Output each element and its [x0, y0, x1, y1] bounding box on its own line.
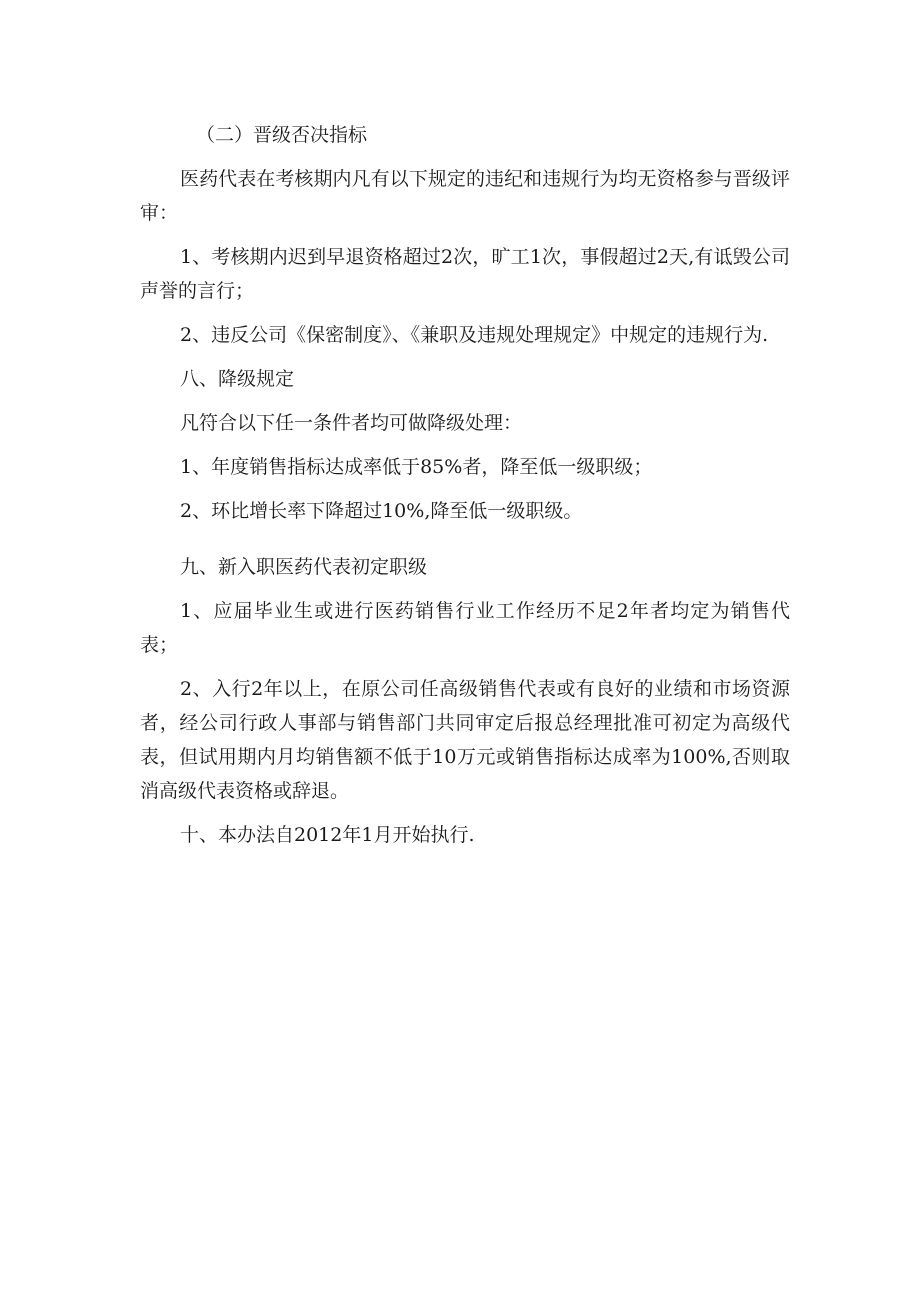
- section-heading-demotion: 八、降级规定: [180, 368, 295, 390]
- paragraph-effective-date: 十、本办法自2012年1月开始执行.: [180, 824, 475, 846]
- paragraph-demotion-item-2: 2、环比增长率下降超过10%,降至低一级职级。: [180, 500, 583, 522]
- section-heading-new-hire-grade: 九、新入职医药代表初定职级: [180, 556, 428, 578]
- paragraph-demotion-item-1: 1、年度销售指标达成率低于85%者，降至低一级职级；: [180, 456, 653, 478]
- paragraph-new-hire-item-1: 1、应届毕业生或进行医药销售行业工作经历不足2年者均定为销售代表；: [140, 600, 790, 656]
- paragraph-veto-item-1: 1、考核期内迟到早退资格超过2次，旷工1次，事假超过2天,有诋毁公司声誉的言行；: [140, 246, 790, 302]
- paragraph-veto-intro: 医药代表在考核期内凡有以下规定的违纪和违规行为均无资格参与晋级评审：: [140, 168, 790, 224]
- paragraph-demotion-intro: 凡符合以下任一条件者均可做降级处理：: [180, 412, 523, 434]
- paragraph-veto-item-2: 2、违反公司《保密制度》、《兼职及违规处理规定》中规定的违规行为.: [180, 324, 769, 346]
- section-heading-promotion-veto: （二）晋级否决指标: [196, 124, 368, 146]
- document-body: [140, 118, 790, 862]
- paragraph-new-hire-item-2: 2、入行2年以上，在原公司任高级销售代表或有良好的业绩和市场资源者，经公司行政人事部与销售部门共同审定后报总经理批准可初定为高级代表，但试用期内月均销售额不低于10万元或销售指标达成率为100%,否则取消高级代表资格或辞退。: [140, 678, 790, 802]
